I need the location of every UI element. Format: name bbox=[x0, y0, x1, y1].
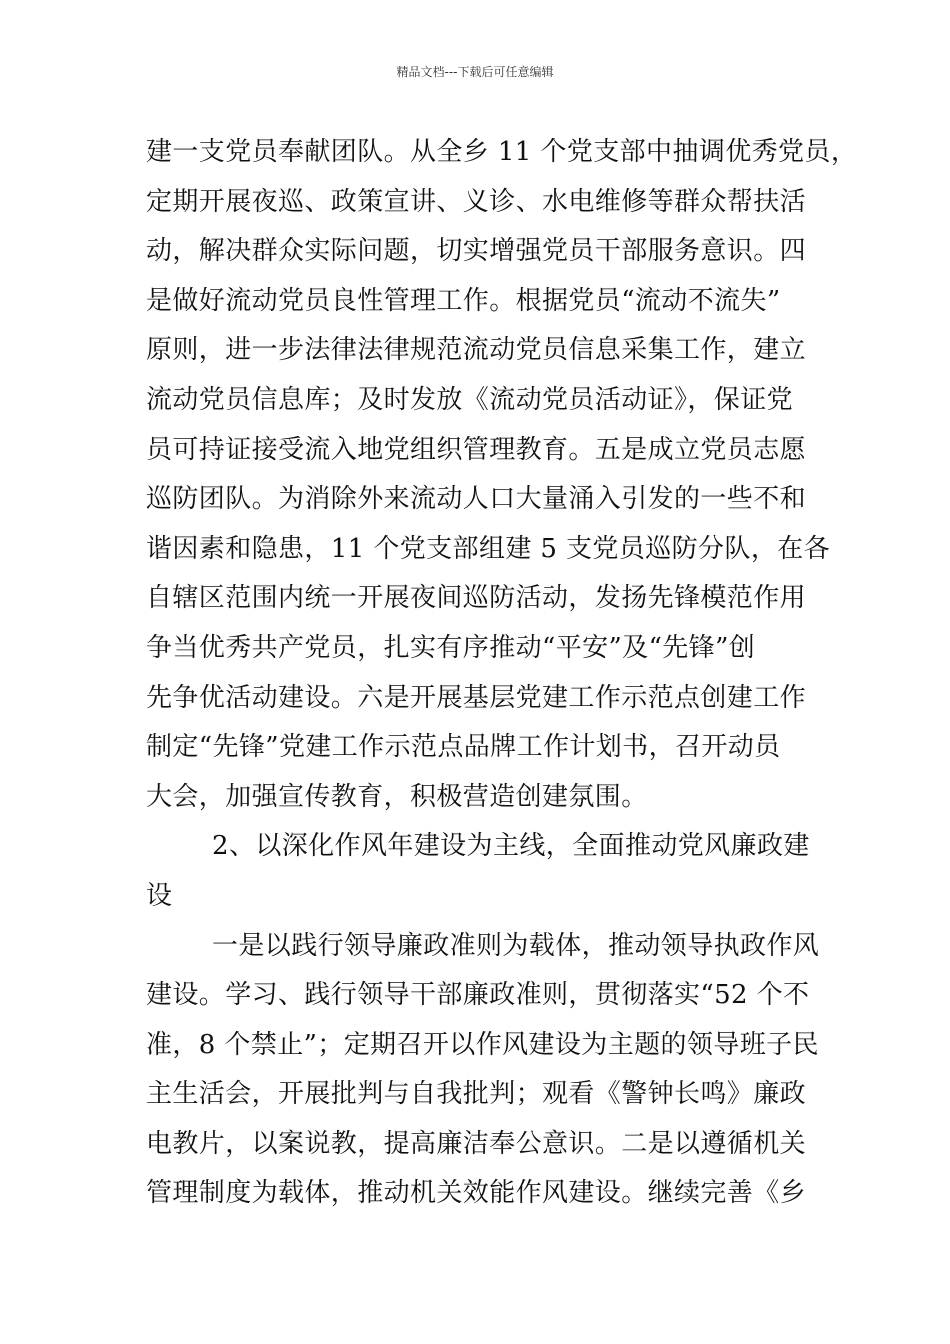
body-line-2: 定期开展夜巡、政策宣讲、义诊、水电维修等群众帮扶活 bbox=[146, 186, 807, 217]
body-line-20: 主生活会，开展批判与自我批判；观看《警钟长鸣》廉政 bbox=[146, 1079, 807, 1110]
section-heading-line-2: 设 bbox=[146, 880, 173, 911]
body-line-8: 巡防团队。为消除外来流动人口大量涌入引发的一些不和 bbox=[146, 484, 807, 515]
document-body bbox=[146, 128, 858, 1219]
body-line-9: 谐因素和隐患，11 个党支部组建 5 支党员巡防分队，在各 bbox=[146, 533, 831, 564]
body-line-22: 管理制度为载体，推动机关效能作风建设。继续完善《乡 bbox=[146, 1178, 807, 1209]
body-line-11: 争当优秀共产党员，扎实有序推动“平安”及“先锋”创 bbox=[146, 632, 756, 663]
section-heading-line-1: 2、以深化作风年建设为主线，全面推动党风廉政建 bbox=[212, 831, 810, 862]
body-line-21: 电教片，以案说教，提高廉洁奉公意识。二是以遵循机关 bbox=[146, 1128, 807, 1159]
body-line-10: 自辖区范围内统一开展夜间巡防活动，发扬先锋模范作用 bbox=[146, 583, 807, 614]
body-line-18: 建设。学习、践行领导干部廉政准则，贯彻落实“52 个不 bbox=[146, 980, 810, 1011]
body-line-4: 是做好流动党员良性管理工作。根据党员“流动不流失” bbox=[146, 285, 781, 316]
body-line-13: 制定“先锋”党建工作示范点品牌工作计划书，召开动员 bbox=[146, 732, 781, 763]
body-line-5: 原则，进一步法律法律规范流动党员信息采集工作，建立 bbox=[146, 335, 807, 366]
body-line-6: 流动党员信息库；及时发放《流动党员活动证》，保证党 bbox=[146, 384, 794, 415]
body-line-7: 员可持证接受流入地党组织管理教育。五是成立党员志愿 bbox=[146, 434, 807, 465]
body-line-17: 一是以践行领导廉政准则为载体，推动领导执政作风 bbox=[212, 930, 820, 961]
body-line-1: 建一支党员奉献团队。从全乡 11 个党支部中抽调优秀党员， bbox=[146, 137, 858, 167]
body-line-12: 先争优活动建设。六是开展基层党建工作示范点创建工作 bbox=[146, 682, 807, 713]
body-line-3: 动，解决群众实际问题，切实增强党员干部服务意识。四 bbox=[146, 236, 807, 267]
body-line-14: 大会，加强宣传教育，积极营造创建氛围。 bbox=[146, 781, 648, 812]
page-header: 精品文档---下载后可任意编辑 bbox=[396, 65, 554, 79]
body-line-19: 准，8 个禁止”；定期召开以作风建设为主题的领导班子民 bbox=[146, 1029, 819, 1060]
